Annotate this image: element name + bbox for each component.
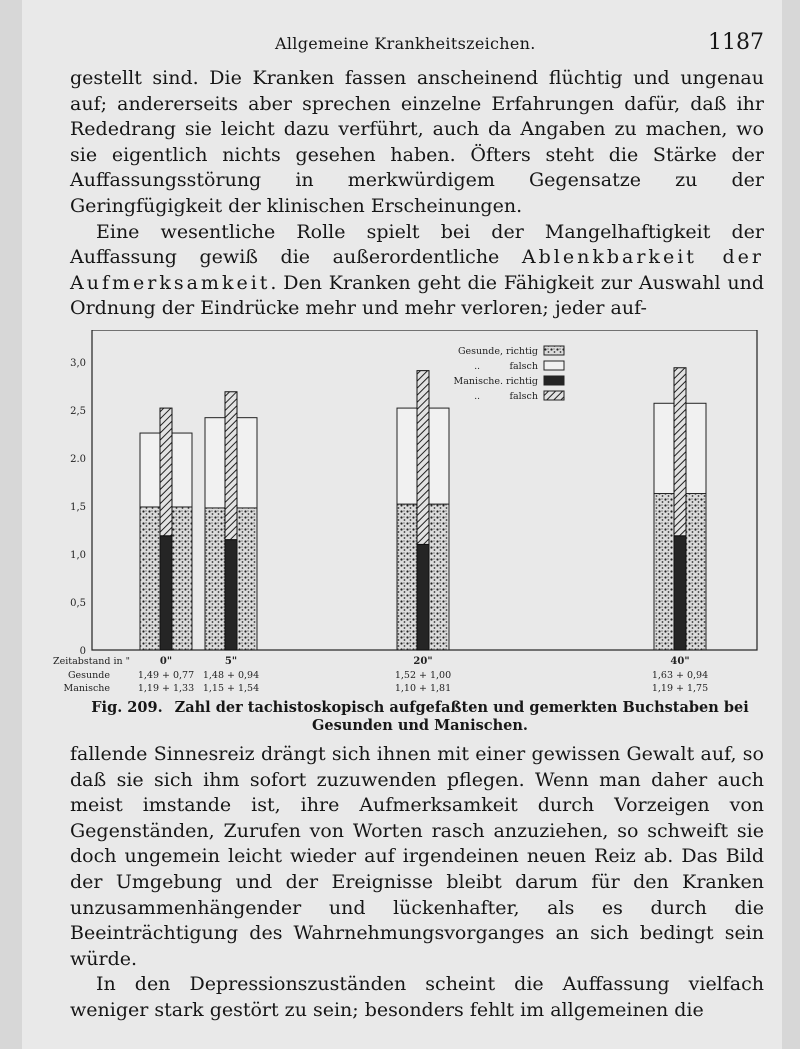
bar-manische-falsch (417, 371, 429, 545)
bar-manische-falsch (160, 408, 172, 536)
text-run: In den Depressionszuständen scheint die Auffassung vielfach weniger stark gestört zu sein; besonders fehlt im allgemeinen die (70, 973, 764, 1021)
x-category-label: 20" (413, 656, 433, 667)
value-label-manische: 1,19 + 1,33 (137, 683, 195, 694)
figure-caption (90, 699, 750, 735)
x-axis-label: Zeitabstand in " (53, 656, 130, 667)
paragraph (70, 742, 764, 972)
legend-ditto: .. (474, 392, 480, 402)
value-label-gesunde: 1,48 + 0,94 (202, 670, 260, 681)
row-label-manische: Manische (63, 683, 110, 694)
figure-number: Fig. 209. (91, 699, 163, 716)
spaced-emphasis: Ablenkbarkeit der Aufmerksamkeit (70, 246, 764, 294)
figure-caption-text: Zahl der tachistoskopisch aufgefaßten und gemerkten Buchstaben bei Gesunden und Manischen. (174, 699, 749, 734)
lower-body-text (70, 742, 764, 1024)
y-tick-label: 1,5 (70, 502, 86, 513)
y-tick-label: 1,0 (70, 550, 86, 561)
bar-manische-falsch (674, 368, 686, 536)
bar-manische-falsch (225, 392, 237, 540)
legend-label: falsch (509, 361, 538, 372)
legend-swatch-dotted (544, 346, 564, 355)
value-label-manische: 1,10 + 1,81 (394, 683, 452, 694)
legend-label: falsch (509, 391, 538, 402)
bar-manische-richtig (417, 544, 429, 650)
paragraph (70, 66, 764, 220)
y-tick-label: 0 (79, 646, 86, 657)
legend-swatch-empty (544, 361, 564, 370)
legend-ditto: .. (474, 362, 480, 372)
y-tick-label: 0,5 (70, 598, 86, 609)
row-label-gesunde: Gesunde (67, 670, 110, 681)
value-label-gesunde: 1,63 + 0,94 (651, 670, 709, 681)
x-category-label: 5" (224, 656, 238, 667)
upper-body-text (70, 66, 764, 322)
text-run: fallende Sinnesreiz drängt sich ihnen mit einer gewissen Gewalt auf, so daß sie sich ihm sofort zuzuwenden pflegen. Wenn man daher auch meist imstande ist, ihre Aufmerksamkeit durch Vorzeigen von Gegenständen, Zurufen von Worten rasch anzuziehen, so schweift sie doch ungemein leicht wieder auf irgendeinen neuen Reiz ab. Das Bild der Umgebung und der Ereignisse bleibt darum für den Kranken unzusammenhängender und lückenhafter, als es durch die Beeinträchtigung des Wahrnehmungsvorganges an sich bedingt sein würde. (70, 743, 764, 970)
value-label-gesunde: 1,49 + 0,77 (137, 670, 195, 681)
text-run: . Den Kranken geht die Fähigkeit zur Auswahl und Ordnung der Eindrücke mehr und mehr verloren; jeder auf- (70, 271, 764, 320)
legend-label: Manische. richtig (453, 376, 538, 387)
bar-manische-richtig (674, 536, 686, 650)
x-category-label: 40" (670, 656, 690, 667)
bar-manische-richtig (160, 536, 172, 650)
text-run: gestellt sind. Die Kranken fassen anscheinend flüchtig und ungenau auf; andererseits aber sprechen einzelne Erfahrungen dafür, daß ihr Rededrang sie leicht dazu verführt, auch da Angaben zu machen, wo sie eigentlich nichts gesehen haben. Öfters steht die Stärke der Auffassungsstörung in merkwürdigem Gegensatze zu der Geringfügigkeit der klinischen Erscheinungen. (70, 67, 764, 217)
y-tick-label: 2.0 (70, 454, 86, 465)
bar-manische-richtig (225, 540, 237, 650)
paragraph (70, 972, 764, 1023)
value-label-manische: 1,19 + 1,75 (651, 683, 709, 694)
x-category-label: 0" (159, 656, 173, 667)
value-label-manische: 1,15 + 1,54 (202, 683, 260, 694)
legend-swatch-hatched (544, 391, 564, 400)
y-tick-label: 2,5 (70, 406, 86, 417)
text-run: Eine wesentliche Rolle spielt bei der Mangelhaftigkeit der Auffassung gewiß die außerordentliche (70, 220, 764, 269)
running-header (70, 30, 764, 60)
paragraph (70, 220, 764, 322)
running-title: Allgemeine Krankheitszeichen. (275, 34, 536, 53)
y-tick-label: 3,0 (70, 358, 86, 369)
figure-chart (22, 330, 782, 730)
page-number: 1187 (708, 30, 764, 55)
value-label-gesunde: 1,52 + 1,00 (394, 670, 452, 681)
legend-label: Gesunde, richtig (457, 346, 538, 357)
legend-swatch-solid (544, 376, 564, 385)
